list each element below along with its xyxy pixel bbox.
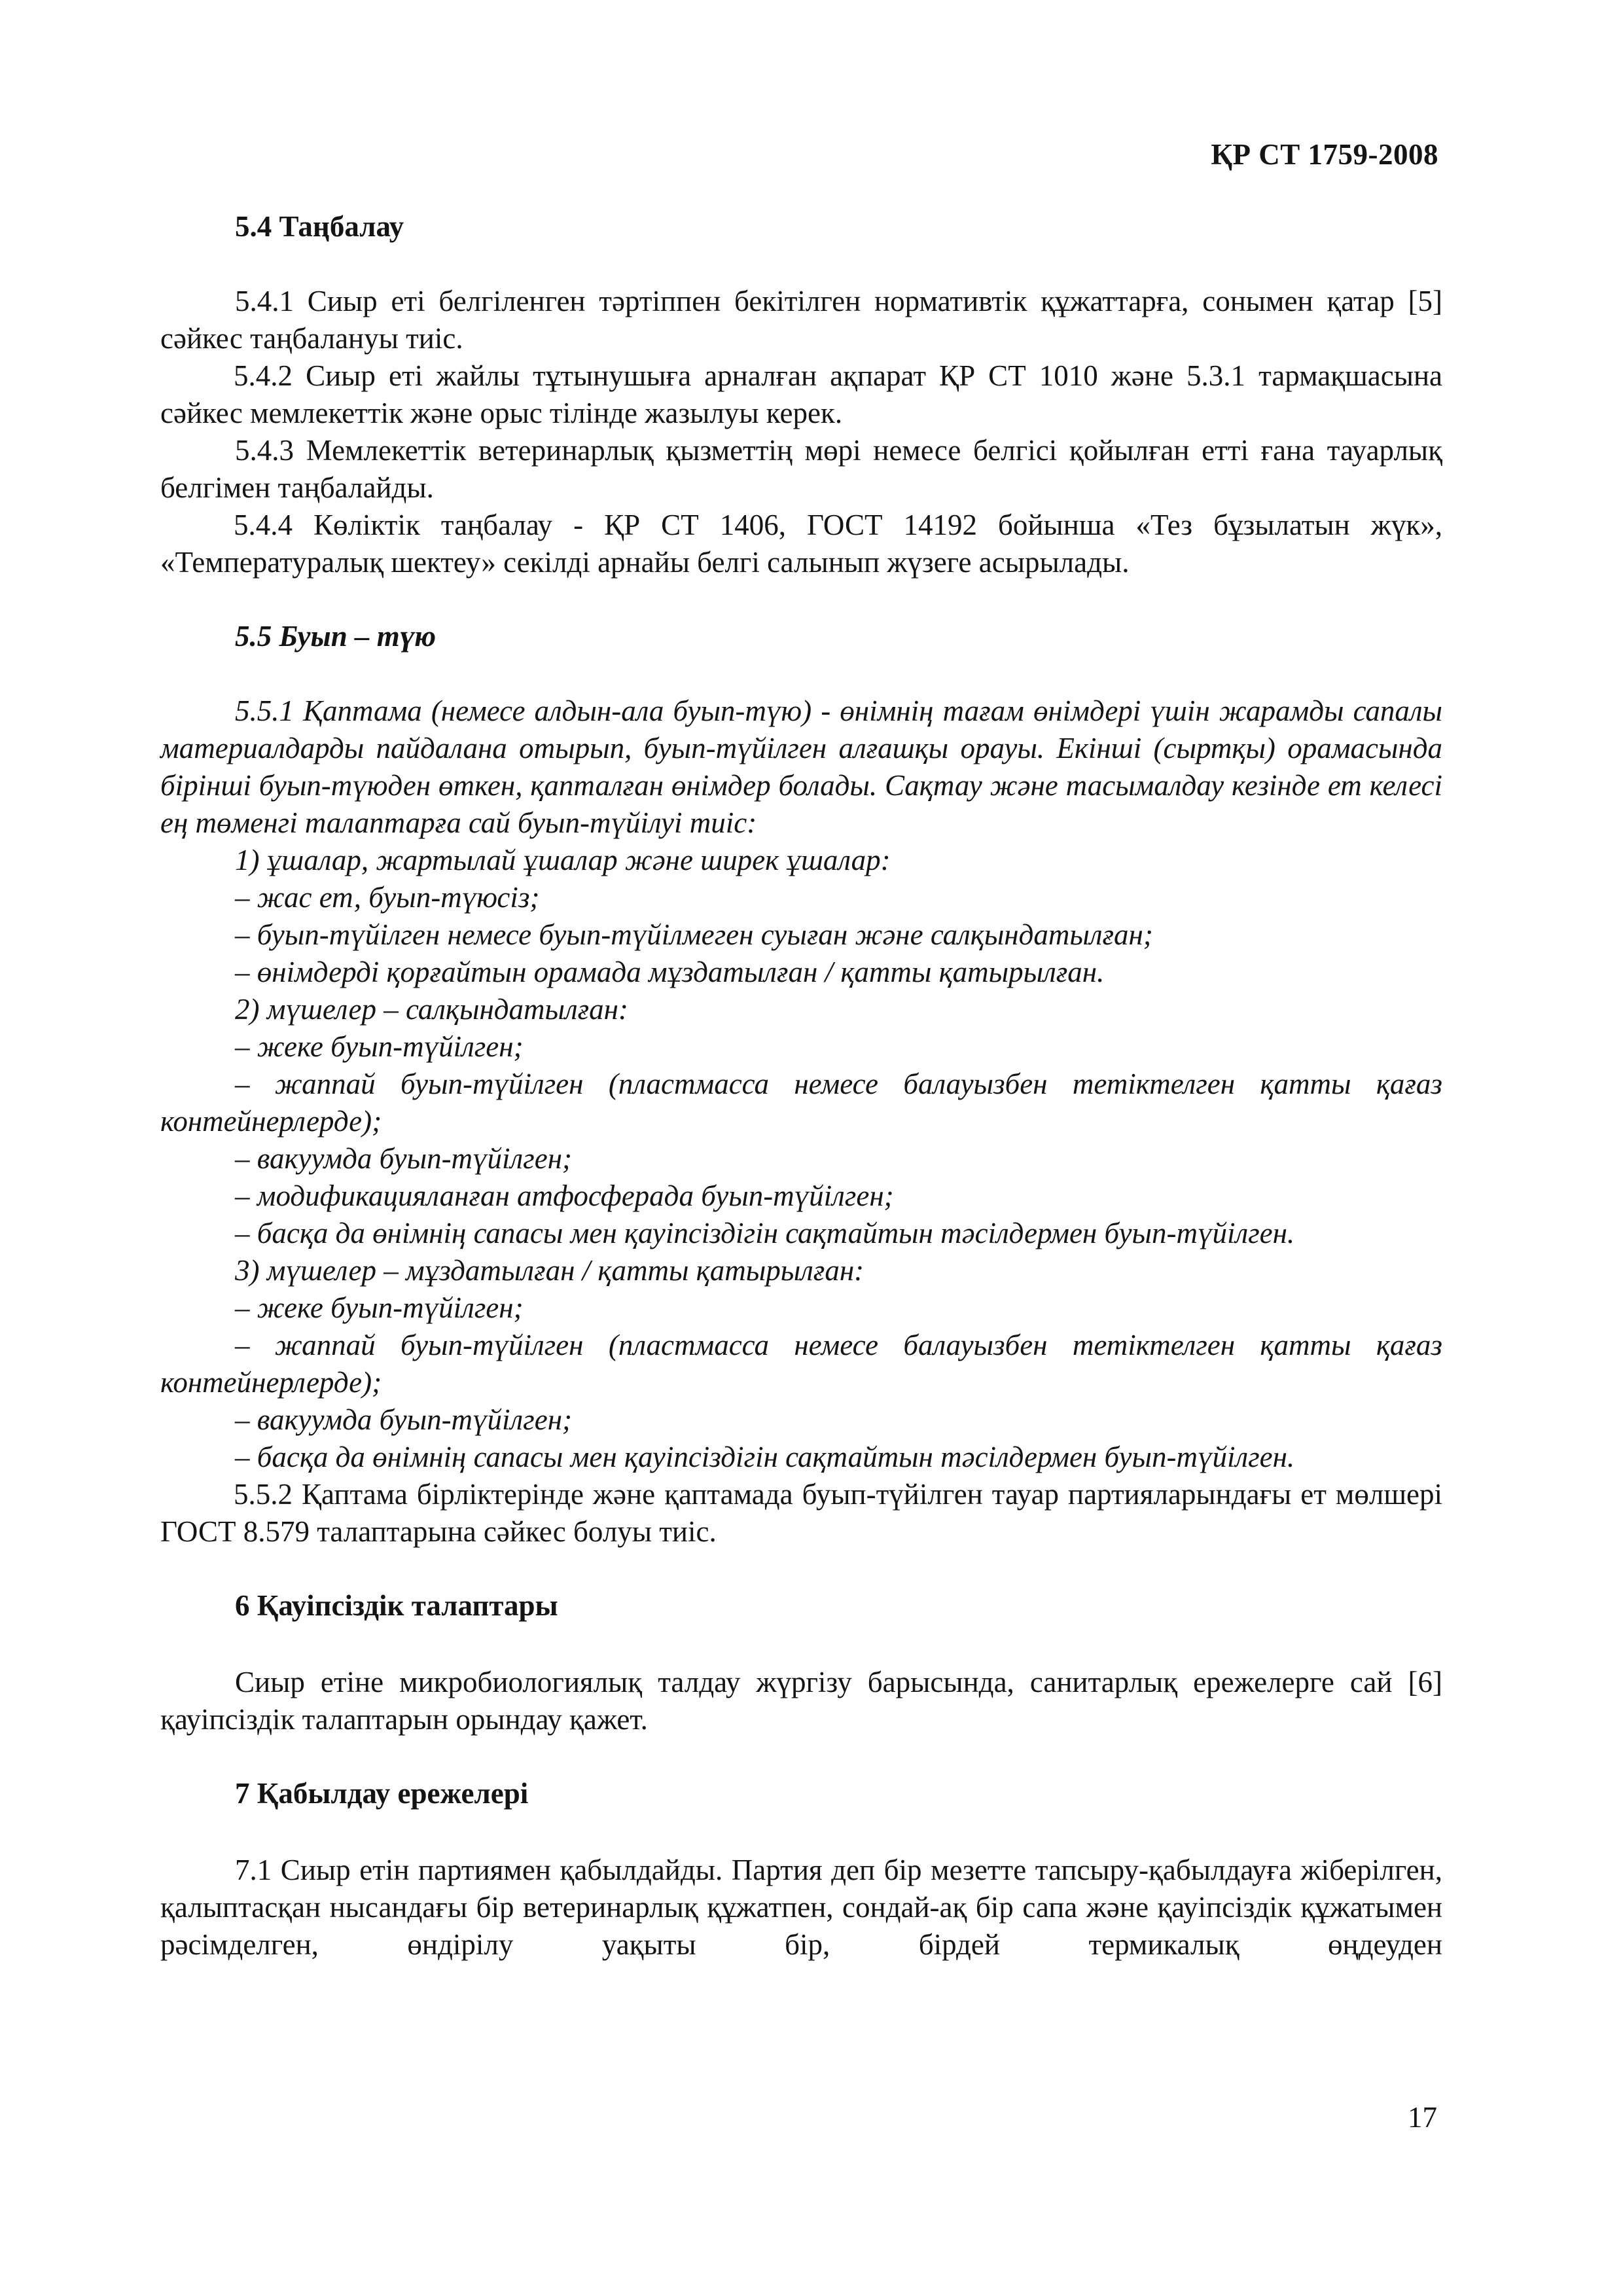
list-item: – жеке буып-түйілген; [235,1030,524,1063]
list-item: – өнімдерді қорғайтын орамада мұздатылған / қатты қатырылған. [235,956,1105,988]
paragraph-6: Сиыр етіне микробиологиялық талдау жүргізу барысында, санитарлық ережелерге сай [6] қауіпсіздік талаптарын орындау қажет. [160,1666,1442,1736]
list-item: – басқа да өнімнің сапасы мен қауіпсіздігін сақтайтын тәсілдермен буып-түйілген. [235,1217,1295,1249]
list-item: – жеке буып-түйілген; [235,1291,524,1324]
page-number: 17 [1408,2101,1437,2134]
section-5-5-italic-block [160,692,1442,1476]
list-item: 1) ұшалар, жартылай ұшалар және ширек ұшалар: [235,844,891,876]
list-item: – жаппай буып-түйілген (пластмасса немесе балауызбен тетіктелген қатты қағаз контейнерлерде); [160,1329,1442,1399]
paragraph-5-4-3: 5.4.3 Мемлекеттік ветеринарлық қызметтің мөрі немесе белгісі қойылған етті ғана тауарлық белгімен таңбалайды. [160,434,1442,504]
paragraph-7-1: 7.1 Сиыр етін партиямен қабылдайды. Партия деп бір мезетте тапсыру-қабылдауға жіберілген, қалыптасқан нысандағы бір ветеринарлық құжатпен, сондай-ақ бір сапа және қауіпсіздік құжатымен рәсімделген, өндірілу уақыты бір, бірдей термикалық өңдеуден [160,1854,1442,1961]
list-item: – жас ет, буып-түюсіз; [235,881,540,914]
list-item: 2) мүшелер – салқындатылған: [235,993,628,1026]
section-5-5-heading: 5.5 Буып – түю [235,620,437,653]
list-item: – басқа да өнімнің сапасы мен қауіпсіздігін сақтайтын тәсілдермен буып-түйілген. [235,1441,1295,1473]
list-item: – вакуумда буып-түйілген; [235,1403,573,1436]
paragraph-5-5-1: 5.5.1 Қаптама (немесе алдын-ала буып-түю) - өнімнің тағам өнімдері үшін жарамды сапалы материалдарды пайдалана отырып, буып-түйілген алғашқы орауы. Екінші (сыртқы) орамасында бірінші буып-түюден өткен, қапталған өнімдер болады. Сақтау және тасымалдау кезінде ет келесі ең төменгі талаптарға сай буып-түйілуі тиіс: [160,694,1442,839]
page-content [160,208,1442,1964]
paragraph-5-5-2: 5.5.2 Қаптама бірліктерінде және қаптамада буып-түйілген тауар партияларындағы ет мөлшері ГОСТ 8.579 талаптарына сәйкес болуы тиіс. [160,1478,1442,1548]
list-item: – жаппай буып-түйілген (пластмасса немесе балауызбен тетіктелген қатты қағаз контейнерлерде); [160,1067,1442,1138]
list-item: – вакуумда буып-түйілген; [235,1142,573,1175]
paragraph-5-4-2: 5.4.2 Сиыр еті жайлы тұтынушыға арналған ақпарат ҚР СТ 1010 және 5.3.1 тармақшасына сәйкес мемлекеттік және орыс тілінде жазылуы керек. [160,359,1442,429]
list-item: – модификацияланған атфосферада буып-түйілген; [235,1179,894,1212]
section-6-heading: 6 Қауіпсіздік талаптары [235,1589,558,1622]
paragraph-5-4-4: 5.4.4 Көліктік таңбалау - ҚР СТ 1406, ГОСТ 14192 бойынша «Тез бұзылатын жүк», «Температуралық шектеу» секілді арнайы белгі салынып жүзеге асырылады. [160,509,1442,579]
document-code: ҚР СТ 1759-2008 [1211,138,1438,171]
paragraph-5-4-1: 5.4.1 Сиыр еті белгіленген тәртіппен бекітілген нормативтік құжаттарға, сонымен қатар [5] сәйкес таңбалануы тиіс. [160,285,1442,355]
list-item: – буып-түйілген немесе буып-түйілмеген суыған және салқындатылған; [235,918,1153,951]
section-5-4-heading: 5.4 Таңбалау [235,210,404,243]
list-item: 3) мүшелер – мұздатылған / қатты қатырылған: [235,1254,865,1287]
section-7-heading: 7 Қабылдау ережелері [235,1777,529,1810]
